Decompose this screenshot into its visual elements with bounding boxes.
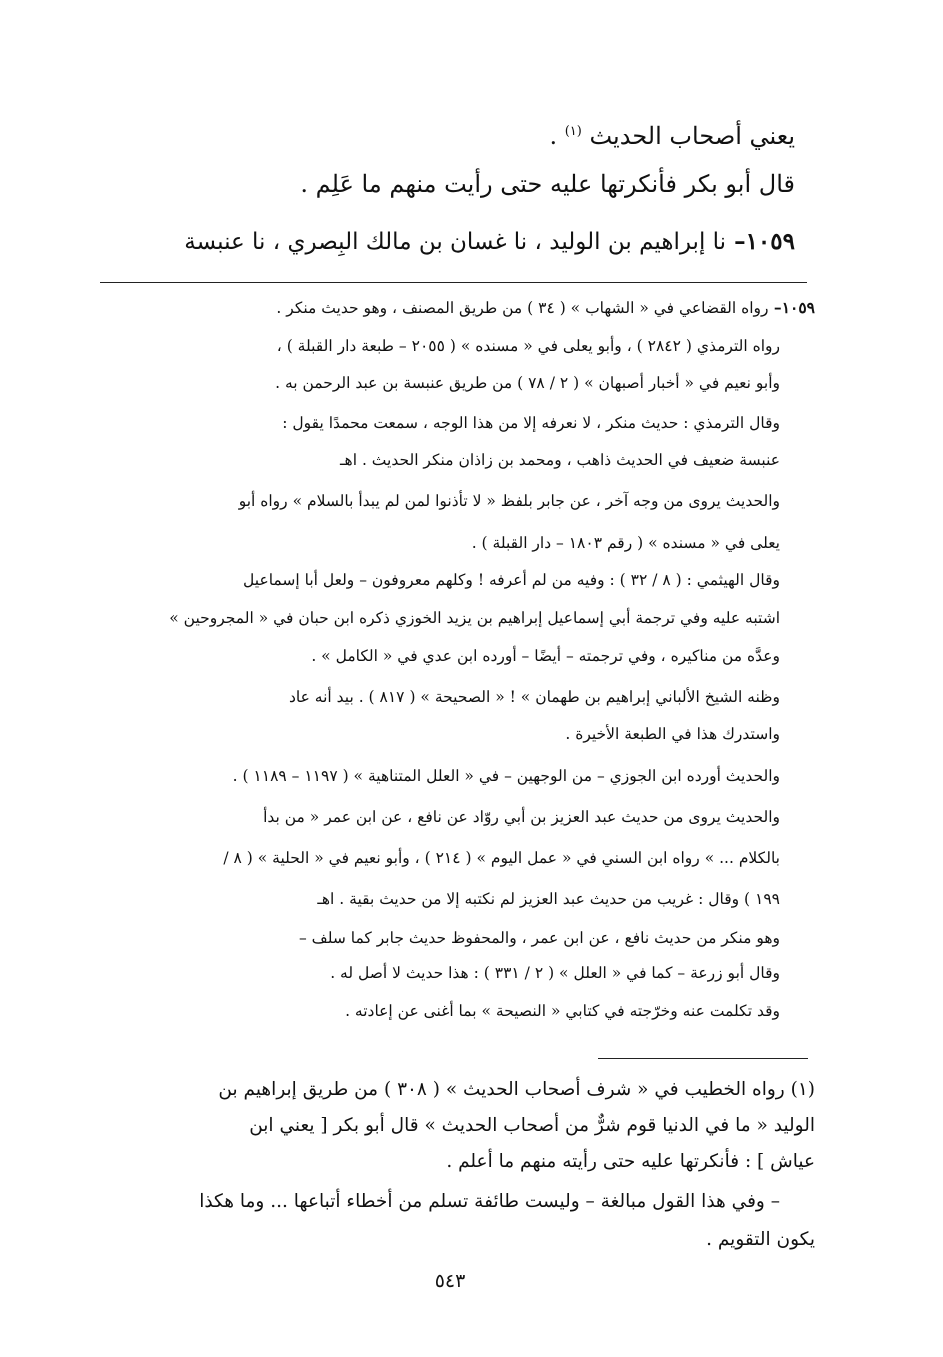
commentary-line: ١٩٩ ) وقال : غريب من حديث عبد العزيز لم نكتبه إلا من حديث بقية . اهـ [317, 890, 780, 908]
commentary-line: عنبسة ضعيف في الحديث ذاهب ، ومحمد بن زاذان منكر الحديث . اهـ [340, 451, 780, 469]
footnote-line: يكون التقويم . [706, 1229, 815, 1250]
commentary-line: وقال أبو زرعة – كما في « العلل » ( ٢ / ٣٣١ ) : هذا حديث لا أصل له . [330, 964, 780, 982]
commentary-line: وهو منكر من حديث نافع ، عن ابن عمر ، والمحفوظ حديث جابر كما سلف – [298, 929, 780, 947]
page-number: ٥٤٣ [434, 1270, 466, 1292]
commentary-line: وقال الهيثمي : ( ٨ / ٣٢ ) : وفيه من لم أعرفه ! وكلهم معروفون – ولعل أبا إسماعيل [243, 571, 780, 589]
main-text: . [549, 122, 565, 150]
commentary-line: وعدَّه من مناكيره ، وفي ترجمته – أيضًا – أورده ابن عدي في « الكامل » . [311, 647, 780, 665]
commentary-line: بالكلام ... » رواه ابن السني في « عمل اليوم » ( ٢١٤ ) ، وأبو نعيم في « الحلية » ( ٨ / [223, 849, 780, 867]
commentary-line: والحديث يروى من حديث عبد العزيز بن أبي روّاد عن نافع ، عن ابن عمر « من بدأ [263, 808, 780, 826]
footnote-line: عياش ] : فأنكرتها عليه حتى رأيته منهم ما أعلم . [446, 1151, 815, 1172]
commentary-line: وأبو نعيم في « أخبار أصبهان » ( ٢ / ٧٨ ) من طريق عنبسة بن عبد الرحمن به . [275, 374, 780, 392]
main-text: نا إبراهيم بن الوليد ، نا غسان بن مالك البِصري ، نا عنبسة [184, 229, 727, 255]
commentary-line: وقد تكلمت عنه وخرّجته في كتابي « النصيحة » بما أغنى عن إعادته . [345, 1002, 780, 1020]
main-text-line-1 [95, 112, 795, 156]
commentary-line: والحديث أورده ابن الجوزي – من الوجهين – في « العلل المتناهية » ( ١١٩٧ – ١١٨٩ ) . [232, 767, 780, 785]
hadith-number: ١٠٥٩– [726, 228, 795, 255]
main-text: يعني أصحاب الحديث [581, 122, 795, 150]
footnote-line: – وفي هذا القول مبالغة – وليست طائفة تسلم من أخطاء أتباعها ... وما هكذا [199, 1191, 780, 1212]
commentary-line [95, 295, 815, 321]
commentary-line: يعلى في « مسنده » ( رقم ١٨٠٣ – دار القبلة ) . [471, 534, 780, 552]
hadith-number: ١٠٥٩– [768, 298, 815, 317]
footnote-separator [598, 1058, 808, 1059]
commentary-line: رواه الترمذي ( ٢٨٤٢ ) ، وأبو يعلى في « مسنده » ( ٢٠٥٥ – طبعة دار القبلة ) ، [276, 337, 780, 355]
main-text-line-3 [95, 222, 795, 262]
commentary-text: رواه القضاعي في « الشهاب » ( ٣٤ ) من طريق المصنف ، وهو حديث منكر . [276, 299, 769, 317]
main-text-line-2: قال أبو بكر فأنكرتها عليه حتى رأيت منهم ما عَلِم . [300, 170, 795, 198]
footnote-line: الوليد « ما في الدنيا قوم شرٌّ من أصحاب الحديث » قال أبو بكر [ يعني ابن [249, 1115, 815, 1136]
commentary-separator [100, 282, 807, 283]
commentary-line: وظنه الشيخ الألباني إبراهيم بن طهمان » ! « الصحيحة » ( ٨١٧ ) . بيد أنه عاد [288, 688, 780, 706]
footnote-line: (١) رواه الخطيب في « شرف أصحاب الحديث » ( ٣٠٨ ) من طريق إبراهيم بن [218, 1079, 815, 1100]
commentary-line: واستدرك هذا في الطبعة الأخيرة . [565, 725, 780, 743]
commentary-line: اشتبه عليه وفي ترجمة أبي إسماعيل إبراهيم بن يزيد الخوزي ذكره ابن حبان في « المجروحين » [169, 609, 780, 627]
commentary-line: وقال الترمذي : حديث منكر ، لا نعرفه إلا من هذا الوجه ، سمعت محمدًا يقول : [282, 414, 780, 432]
commentary-line: والحديث يروى من وجه آخر ، عن جابر بلفظ « لا تأذنوا لمن لم يبدأ بالسلام » رواه أبو [238, 492, 780, 510]
footnote-reference: (١) [564, 124, 582, 139]
